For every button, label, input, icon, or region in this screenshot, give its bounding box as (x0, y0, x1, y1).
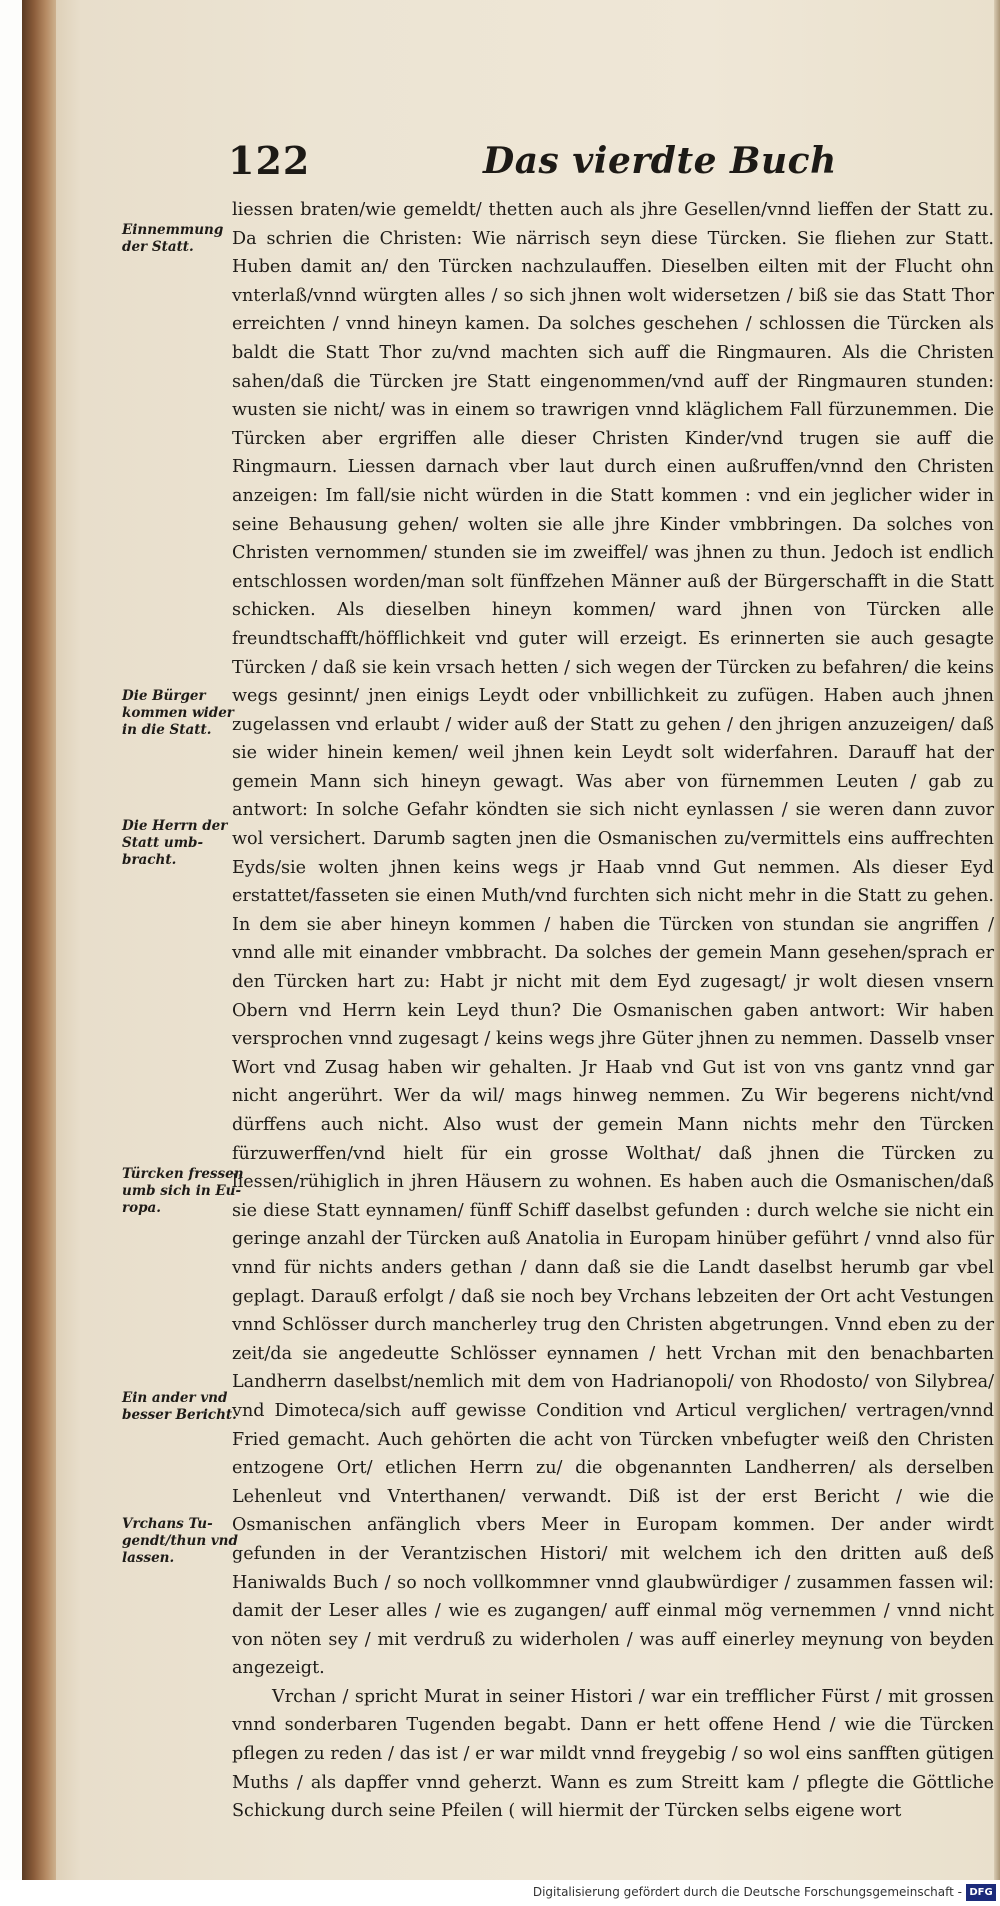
footer-text: Digitalisierung gefördert durch die Deutsche Forschungsgemeinschaft - (532, 1885, 962, 1899)
book-binding (22, 0, 56, 1880)
marginal-line: lassen. (122, 1550, 175, 1566)
marginal-line: in die Statt. (122, 722, 212, 738)
marginal-note-buerger (122, 688, 234, 739)
marginal-note-herrn (122, 818, 234, 869)
marginal-line: besser Bericht. (122, 1407, 237, 1423)
running-title: Das vierdte Buch (483, 140, 837, 182)
page-header (228, 138, 998, 190)
marginal-line: kommen wider (122, 705, 234, 721)
marginal-line: Vrchans Tu- (122, 1516, 213, 1532)
marginal-note-vrchan (122, 1516, 238, 1567)
marginal-note-einnemmung (122, 222, 234, 256)
marginal-line: bracht. (122, 852, 177, 868)
marginal-note-tuercken (122, 1166, 244, 1217)
marginal-line: Ein ander vnd (122, 1390, 228, 1406)
page-number: 122 (228, 138, 311, 183)
marginal-line: gendt/thun vnd (122, 1533, 238, 1549)
page-edge (994, 0, 1000, 1880)
paragraph-2: Vrchan / spricht Murat in seiner Histori / war ein trefflicher Fürst / mit grossen vnnd sonderbaren Tugenden begabt. Dann er hett offene Hend / wie die Türcken pflegen zu reden / das ist / er war mildt vnnd freygebig / so wol eins sanfften gütigen Muths / als dapffer vnnd geherzt. Wann es zum Streitt kam / pflegte die Göttliche Schickung durch seine Pfeilen ( will hiermit der Türcken selbs eigene wort (232, 1686, 994, 1822)
main-text (232, 196, 994, 1826)
marginal-line: umb sich in Eu- (122, 1183, 242, 1199)
marginal-line: Die Herrn der (122, 818, 228, 834)
marginal-line: Türcken fressen (122, 1166, 244, 1182)
marginal-line: Einnemmung (122, 222, 224, 238)
dfg-logo-icon: DFG (966, 1884, 996, 1901)
marginal-line: der Statt. (122, 239, 194, 255)
paragraph-1: liessen braten/wie gemeldt/ thetten auch als jhre Gesellen/vnnd lieffen der Statt zu. Da schrien die Christen: Wie närrisch seyn diese Türcken. Sie fliehen zur Statt. Huben damit an/ den Türcken nachzulauffen. Dieselben eilten mit der Flucht ohn vnterlaß/vnnd würgten alles / so sich jhnen wolt widersetzen / biß sie das Statt Thor erreichten / vnnd hineyn kamen. Da solches geschehen / schlossen die Türcken als baldt die Statt Thor zu/vnd machten sich auff die Ringmauren. Als die Christen sahen/daß die Türcken jre Statt eingenommen/vnd auff der Ringmauren stunden: wusten sie nicht/ was in einem so trawrigen vnnd kläglichem Fall fürzunemmen. Die Türcken aber ergriffen alle dieser Christen Kinder/vnd trugen sie auff die Ringmaurn. Liessen darnach vber laut durch einen außruffen/vnnd den Christen anzeigen: Im fall/sie nicht würden in die Statt kommen : vnd ein jeglicher wider in seine Behausung gehen/ wolten sie alle jhre Kinder vmbbringen. Da solches von Christen vernommen/ stunden sie im zweiffel/ was jhnen zu thun. Jedoch ist endlich entschlossen worden/man solt fünffzehen Männer auß der Bürgerschafft in die Statt schicken. Als dieselben hineyn kommen/ ward jhnen von Türcken alle freundtschafft/höfflichkeit vnd guter will erzeigt. Es erinnerten sie auch gesagte Türcken / daß sie kein vrsach hetten / sich wegen der Türcken zu befahren/ die keins wegs gesinnt/ jnen einigs Leydt oder vnbillichkeit zu zufügen. Haben auch jhnen zugelassen vnd erlaubt / wider auß der Statt zu gehen / den jhrigen anzuzeigen/ daß sie wider hinein kemen/ weil jhnen kein Leydt solt widerfahren. Darauff hat der gemein Mann sich hineyn gewagt. Was aber von fürnemmen Leuten / gab zu antwort: In solche Gefahr köndten sie sich nicht eynlassen / sie weren dann zuvor wol versichert. Darumb sagten jnen die Osmanischen zu/vermittels eins auffrechten Eyds/sie wolten jhnen keins wegs jr Haab vnnd Gut nemmen. Als dieser Eyd erstattet/fasseten sie einen Muth/vnd furchten sich nicht mehr in die Statt zu gehen. In dem sie aber hineyn kommen / haben die Türcken von stundan sie angriffen / vnnd alle mit einander vmbbracht. Da solches der gemein Mann gesehen/sprach er den Türcken hart zu: Habt jr nicht mit dem Eyd zugesagt/ jr wolt diesen vnsern Obern vnd Herrn kein Leyd thun? Die Osmanischen gaben antwort: Wir haben versprochen vnnd zugesagt / keins wegs jhre Güter jhnen zu nemmen. Dasselb vnser Wort vnd Zusag haben wir gehalten. Jr Haab vnd Gut ist von vns gantz vnnd gar nicht angerührt. Wer da wil/ mags hinweg nemmen. Zu Wir begerens nicht/vnd dürffens auch nicht. Also wust der gemein Mann nichts mehr den Türcken fürzuwerffen/vnd hielt für ein grosse Wolthat/ daß jhnen die Türcken zu liessen/rühiglich in jhren Häusern zu wohnen. Es haben auch die Osmanischen/daß sie diese Statt eynnamen/ fünff Schiff daselbst gefunden : durch welche sie nicht ein geringe anzahl der Türcken auß Anatolia in Europam hinüber geführt / vnnd also für vnnd für nichts anders gethan / dann daß sie die Landt daselbst herumb gar vbel geplagt. Darauß erfolgt / daß sie noch bey Vrchans lebzeiten der Ort acht Vestungen vnnd Schlösser durch mancherley trug den Christen abgetrungen. Vnnd eben zu der zeit/da sie angedeutte Schlösser eynnamen / hett Vrchan mit den benachbarten Landherrn daselbst/nemlich mit dem von Hadrianopoli/ von Rhodosto/ von Silybrea/ vnd Dimoteca/sich auff gewisse Condition vnd Articul verglichen/ vertragen/vnnd Fried gemacht. Auch gehörten die acht von Türcken vnbefugter weiß den Christen entzogene Ort/ etlichen Herrn zu/ die obgenannten Landherren/ als derselben Lehenleut vnd Vnterthanen/ verwandt. Diß ist der erst Bericht / wie die Osmanischen anfänglich vbers Meer in Europam kommen. Der ander wirdt gefunden in der Verantzischen Histori/ mit welchem ich den dritten auß deß Haniwalds Buch / so noch vollkommner vnnd glaubwürdiger / zusammen fassen wil: damit der Leser alles / wie es zugangen/ auff einmal mög vernemmen / vnnd nicht von nöten sey / mit verdruß zu widerholen / was auff einerley meynung von beyden angezeigt. (232, 200, 994, 1679)
marginal-line: ropa. (122, 1200, 162, 1216)
marginal-line: Die Bürger (122, 688, 206, 704)
marginal-note-bericht (122, 1390, 237, 1424)
footer-bar (0, 1880, 1000, 1906)
marginal-line: Statt umb- (122, 835, 204, 851)
